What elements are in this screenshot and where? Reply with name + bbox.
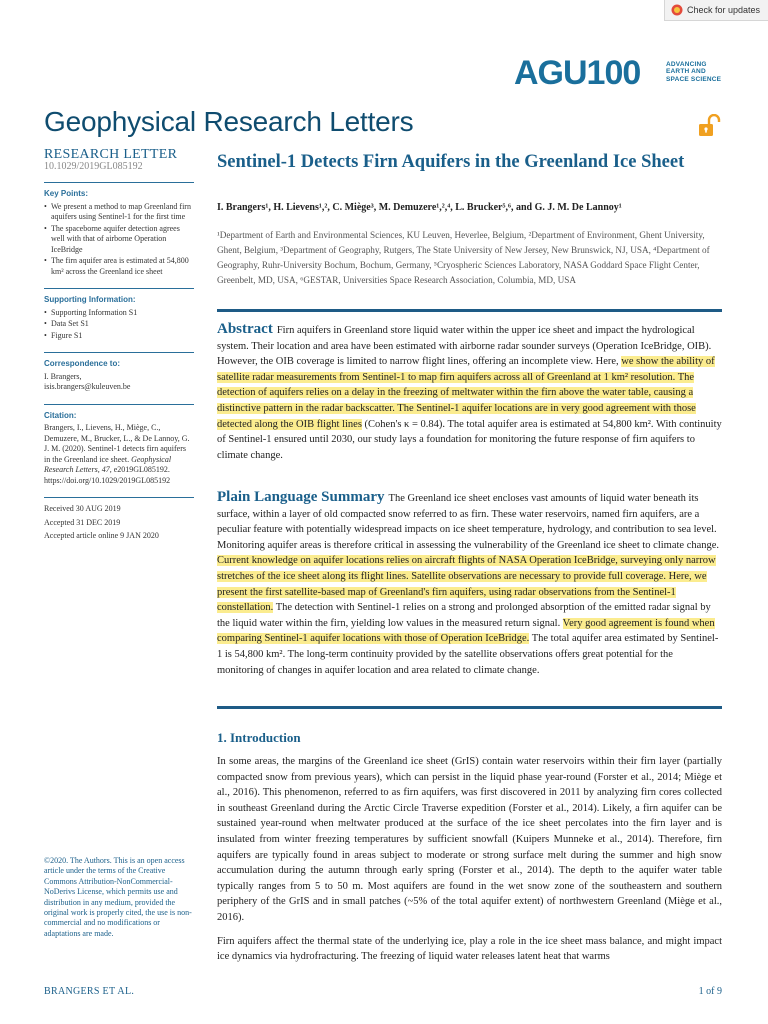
pls-label: Plain Language Summary xyxy=(217,489,385,505)
sidebar-divider xyxy=(44,352,194,353)
sidebar xyxy=(44,147,194,545)
highlight: Very good agreement is found when comparing Sentinel-1 aquifer locations with those of Operation IceBridge. xyxy=(217,617,715,645)
sidebar-divider xyxy=(44,288,194,289)
svg-text:AGU100: AGU100 xyxy=(514,56,641,88)
affiliations: ¹Department of Earth and Environmental Sciences, KU Leuven, Heverlee, Belgium, ²Department of Environment, Ghent University, Ghent, Belgium, ³Department of Geography, Rutgers, The State University of New Jersey, New Brunswick, NJ, USA, ⁴Department of Geography, Ruhr-University Bochum, Bochum, Germany, ⁵Cryospheric Sciences Laboratory, NASA Goddard Space Flight Center, Greenbelt, MD, USA, ⁶GESTAR, Universities Space Research Association, Columbia, MD, USA xyxy=(217,230,710,285)
introduction-body xyxy=(217,754,722,973)
accepted-date: Accepted 31 DEC 2019 xyxy=(44,517,121,527)
supporting-information xyxy=(44,295,194,341)
received-date: Received 30 AUG 2019 xyxy=(44,504,121,513)
highlight: Current knowledge on aquifer locations relies on aircraft flights of NASA Operation IceBridge, surveying only narrow stretches of the ice sheet along its flight lines. Satellite observations are necessary to provide full coverage. Here, we present the first satellite-based map of Greenland's firn aquifers, using radar observations from the Sentinel-1 constellation. xyxy=(217,555,716,614)
key-point: • The spaceborne aquifer detection agrees well with that of airborne Operation IceBridge xyxy=(44,224,194,256)
online-date: Accepted article online 9 JAN 2020 xyxy=(44,531,159,540)
key-points-heading: Key Points: xyxy=(44,189,89,198)
author-list: I. Brangers¹, H. Lievens¹,², C. Miège³, M. Demuzere¹,²,⁴, L. Brucker⁵,⁶, and G. J. M. De Lannoy¹ xyxy=(217,202,622,213)
correspondence xyxy=(44,359,194,393)
check-for-updates-button[interactable] xyxy=(664,0,768,21)
section-rule xyxy=(217,706,722,709)
journal-title: Geophysical Research Letters xyxy=(44,106,414,137)
agu100-logo xyxy=(514,56,721,88)
paragraph: Firn aquifers affect the thermal state of the underlying ice, play a role in the ice sheet mass balance, and might impact ice dynamics via hydrofracturing. The freezing of liquid water releases latent heat that warms xyxy=(217,935,722,963)
sidebar-divider xyxy=(44,182,194,183)
abstract-label: Abstract xyxy=(217,321,273,337)
crossmark-icon xyxy=(671,4,683,16)
correspondence-name: I. Brangers, xyxy=(44,371,82,381)
citation-text: Brangers, I., Lievens, H., Miège, C., Demuzere, M., Brucker, L., & De Lannoy, G. J. M. (2020). Sentinel-1 detects firn aquifers in the Greenland ice sheet. Geophysical Research Letters, 47, e2019GL085192. https://doi.org/10.1029/2019GL085192 xyxy=(44,423,190,485)
abstract: Abstract Firn aquifers in Greenland store liquid water within the upper ice sheet and impact the hydrological system. Their location and area have been estimated with airborne radar sounder surveys (Operation IceBridge, OIB). However, the OIB coverage is limited to narrow flight lines, offering an incomplete view. Here, we show the ability of satellite radar measurements from Sentinel-1 to map firn aquifers across all of Greenland at 1 km² resolution. The detection of aquifers relies on a delay in the freezing of meltwater within the firn above the water table, causing a distinctive pattern in the radar backscatter. The Sentinel-1 aquifer locations are in very good agreement with those detected along the OIB flight lines (Cohen's κ = 0.84). The total aquifer area is estimated at 54,800 km². With continuity of Sentinel-1 ensured until 2030, our study lays a foundation for monitoring the future response of firn aquifers to climate change. xyxy=(217,321,722,461)
correspondence-email[interactable]: isis.brangers@kuleuven.be xyxy=(44,382,131,391)
running-footer-authors: BRANGERS ET AL. xyxy=(44,986,135,997)
agu-tagline: ADVANCING EARTH AND SPACE SCIENCE xyxy=(666,60,722,83)
doi[interactable]: 10.1029/2019GL085192 xyxy=(44,160,143,172)
open-access-lock-icon xyxy=(696,114,722,140)
supporting-link[interactable]: • Figure S1 xyxy=(44,331,194,342)
sidebar-divider xyxy=(44,404,194,405)
check-for-updates-label: Check for updates xyxy=(686,5,760,15)
supporting-heading: Supporting Information: xyxy=(44,295,136,304)
supporting-link[interactable]: • Supporting Information S1 xyxy=(44,308,194,319)
key-point: • The firn aquifer area is estimated at 54,800 km² across the Greenland ice sheet xyxy=(44,256,194,277)
article-type: RESEARCH LETTER xyxy=(44,147,178,162)
highlight: we show the ability of satellite radar measurements from Sentinel-1 to map firn aquifers across all of Greenland at 1 km² resolution. The detection of aquifers relies on a delay in the freezing of meltwater within the firn above the water table, causing a distinctive pattern in the radar backscatter. The Sentinel-1 aquifer locations are in very good agreement with those detected along the OIB flight lines xyxy=(217,356,715,430)
article-dates xyxy=(44,504,194,542)
key-points xyxy=(44,189,194,277)
header-rule xyxy=(217,309,722,312)
citation xyxy=(44,411,194,487)
key-point: • We present a method to map Greenland firn aquifers using Sentinel-1 for the first time xyxy=(44,202,194,223)
sidebar-divider xyxy=(44,497,194,498)
page-number: 1 of 9 xyxy=(698,986,722,997)
introduction-heading: 1. Introduction xyxy=(217,730,301,745)
article-title: Sentinel-1 Detects Firn Aquifers in the Greenland Ice Sheet xyxy=(217,152,685,172)
plain-language-summary: Plain Language Summary The Greenland ice sheet encloses vast amounts of liquid water beneath its surface, within a layer of old compacted snow referred to as firn. These water reservoirs, named firn aquifers, are a peculiar feature with potentially widespread impacts on ice sheet temperature, hydrology, and contribution to sea level. Monitoring aquifer areas is therefore critical in assessing the vulnerability of the Greenland ice sheet to climate change. Current knowledge on aquifer locations relies on aircraft flights of NASA Operation IceBridge, surveying only narrow stretches of the ice sheet along its flight lines. Satellite observations are necessary to provide full coverage. Here, we present the first satellite-based map of Greenland's firn aquifers, using radar observations from the Sentinel-1 constellation. The detection with Sentinel-1 relies on a strong and prolonged absorption of the emitted radar signal by the liquid water within the firn, yielding low values in the measured return signal. Very good agreement is found when comparing Sentinel-1 aquifer locations with those of Operation IceBridge. The total aquifer area estimated by Sentinel-1 is 54,800 km². The long-term continuity provided by the satellite observations offers great potential for the monitoring of changes in aquifer location and area related to climate change. xyxy=(217,489,720,676)
agu100-logo-mark xyxy=(514,56,660,88)
paragraph: In some areas, the margins of the Greenland ice sheet (GrIS) contain water reservoirs within their firn layer (partially compacted snow from previous years), which can persist in the liquid phase year-round (Forster et al., 2014; Miège et al., 2016). This phenomenon, referred to as firn aquifers, was first discovered in 2011 by analyzing firn cores collected in southeast Greenland during the Arctic Circle Traverse expedition (Forster et al., 2014). Likely, a firn aquifer can be sustained year-round when meltwater produced at the surface of the ice sheet percolates into the firn layer and is insulated from winter freezing temperatures by sufficient snowfall (Kuipers Munneke et al., 2014). Therefore, firn aquifers are typically found in areas subject to moderate or strong surface melt during the summer and high snow accumulation during the autumn through early spring (Forster et al., 2014). The depth to the aquifer water table typically ranges from 5 to 50 m. Most aquifers are found in the wet snow zone of the southeastern and southern periphery of the GrIS and in small patches (~5% of the total aquifer extent) of northwestern Greenland (Miège et al., 2016). xyxy=(217,756,722,923)
supporting-link[interactable]: • Data Set S1 xyxy=(44,319,194,330)
correspondence-heading: Correspondence to: xyxy=(44,359,121,368)
citation-heading: Citation: xyxy=(44,410,77,420)
license-notice: ©2020. The Authors. This is an open access article under the terms of the Creative Commons Attribution-NonCommercial-NoDerivs License, which permits use and distribution in any medium, provided the original work is properly cited, the use is non-commercial and no modifications or adaptations are made. xyxy=(44,856,192,938)
